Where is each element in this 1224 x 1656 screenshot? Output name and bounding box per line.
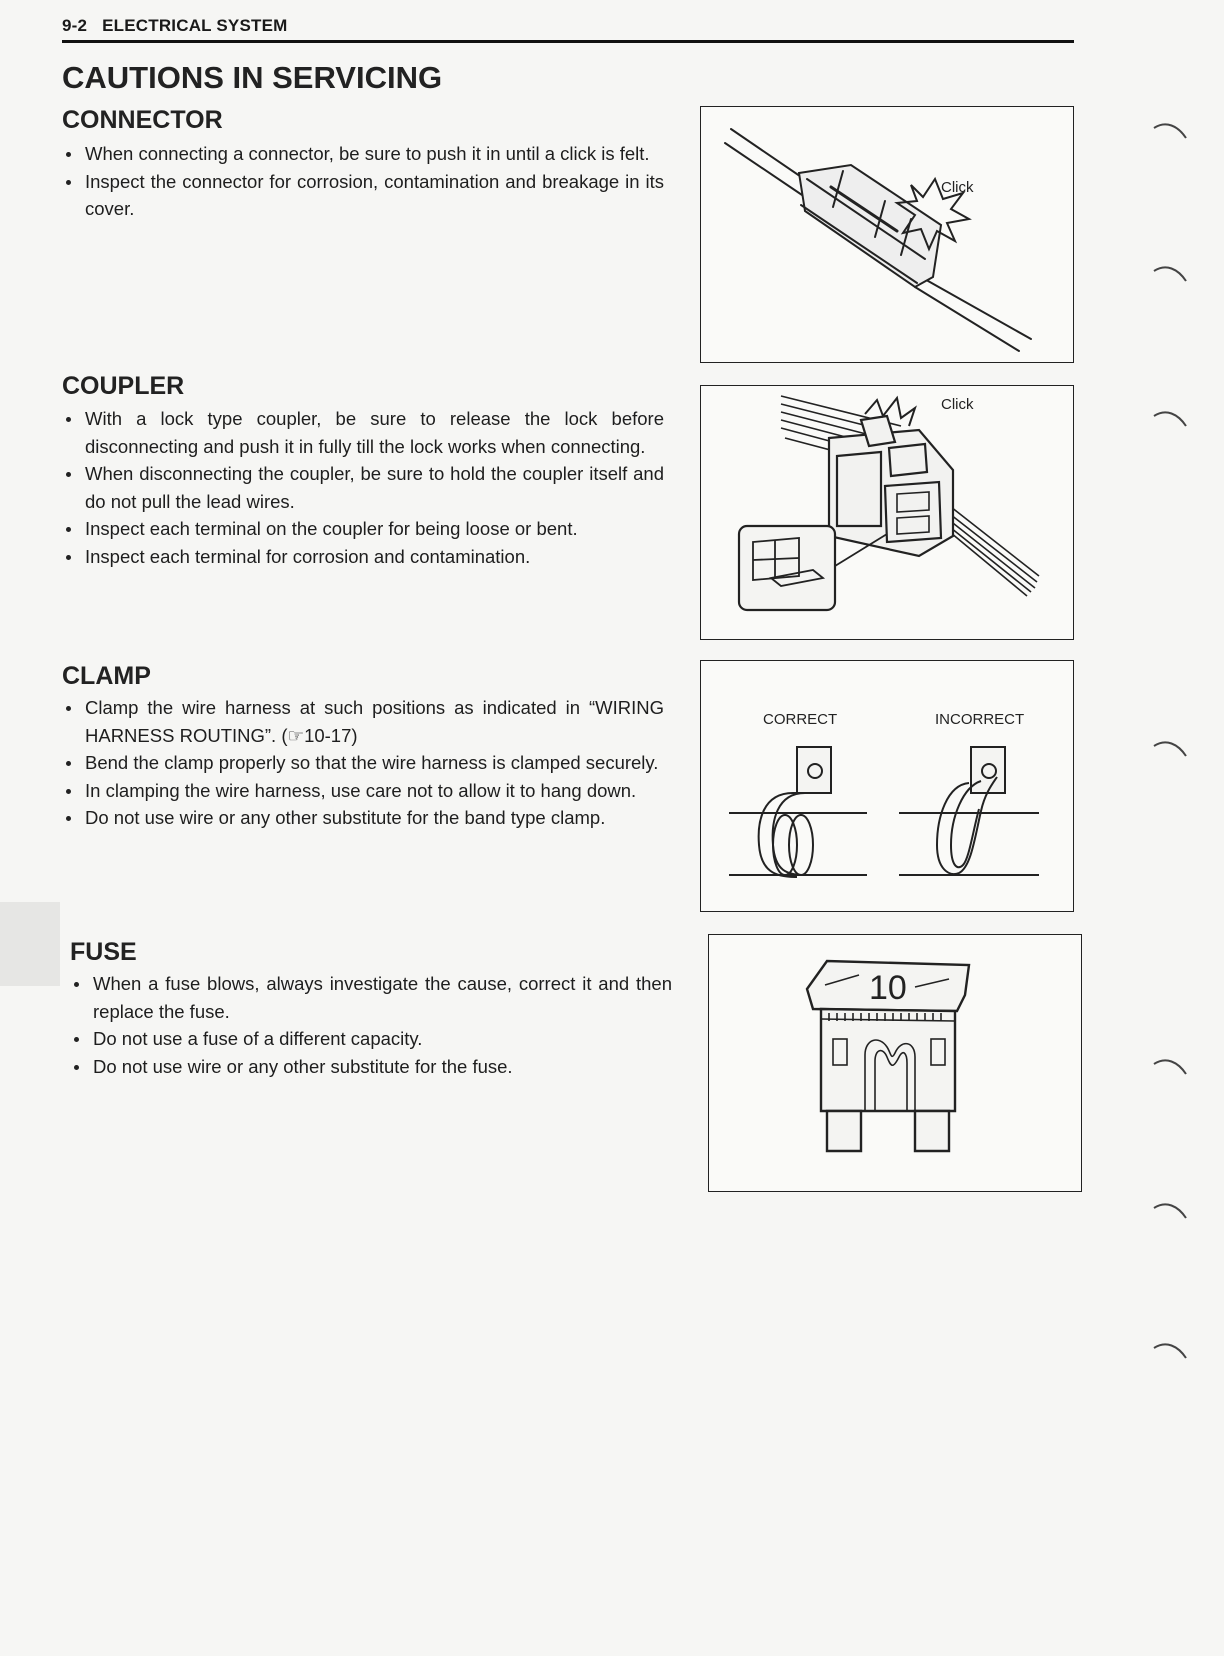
binding-hole-mark (1152, 1058, 1188, 1076)
coupler-heading: COUPLER (62, 372, 185, 400)
clamp-bullets (62, 694, 664, 832)
connector-click-label: Click (941, 179, 974, 196)
fuse-bullets (70, 970, 672, 1080)
binding-hole-mark (1152, 740, 1188, 758)
clamp-figure (700, 660, 1074, 912)
coupler-illustration (701, 386, 1073, 639)
binding-hole-mark (1152, 122, 1188, 140)
coupler-bullet: Inspect each terminal on the coupler for being loose or bent. (62, 515, 664, 543)
coupler-bullets (62, 405, 664, 570)
connector-illustration (701, 107, 1073, 362)
section-title: CAUTIONS IN SERVICING (62, 60, 443, 95)
clamp-heading: CLAMP (62, 662, 151, 690)
clamp-bullet: Clamp the wire harness at such positions as indicated in “WIRING HARNESS ROUTING”. (☞10-17) (62, 694, 664, 749)
chapter-thumb-tab (0, 902, 60, 986)
fuse-bullet: Do not use wire or any other substitute for the fuse. (70, 1053, 672, 1081)
coupler-click-label: Click (941, 396, 974, 413)
connector-bullets (62, 140, 664, 223)
binding-hole-mark (1152, 265, 1188, 283)
page-number: 9-2 (62, 16, 88, 35)
fuse-bullet: Do not use a fuse of a different capacity. (70, 1025, 672, 1053)
clamp-bullet: Do not use wire or any other substitute for the band type clamp. (62, 804, 664, 832)
page-header (62, 16, 1074, 44)
fuse-bullet: When a fuse blows, always investigate the cause, correct it and then replace the fuse. (70, 970, 672, 1025)
connector-bullet: Inspect the connector for corrosion, contamination and breakage in its cover. (62, 168, 664, 223)
coupler-bullet: Inspect each terminal for corrosion and contamination. (62, 543, 664, 571)
binding-hole-mark (1152, 410, 1188, 428)
binding-hole-mark (1152, 1342, 1188, 1360)
connector-bullet: When connecting a connector, be sure to push it in until a click is felt. (62, 140, 664, 168)
coupler-bullet: With a lock type coupler, be sure to release the lock before disconnecting and push it in fully till the lock works when connecting. (62, 405, 664, 460)
coupler-figure (700, 385, 1074, 640)
fuse-heading: FUSE (70, 938, 137, 966)
fuse-rating-text: 10 (869, 969, 907, 1007)
connector-heading: CONNECTOR (62, 106, 223, 134)
coupler-bullet: When disconnecting the coupler, be sure to hold the coupler itself and do not pull the lead wires. (62, 460, 664, 515)
clamp-correct-label: CORRECT (763, 711, 838, 728)
fuse-figure (708, 934, 1082, 1192)
header-text (62, 16, 288, 36)
binding-hole-mark (1152, 1202, 1188, 1220)
clamp-incorrect-label: INCORRECT (935, 711, 1025, 728)
clamp-illustration (701, 661, 1073, 911)
clamp-bullet: In clamping the wire harness, use care not to allow it to hang down. (62, 777, 664, 805)
fuse-illustration (709, 935, 1081, 1191)
clamp-bullet: Bend the clamp properly so that the wire harness is clamped securely. (62, 749, 664, 777)
header-rule (62, 40, 1074, 43)
connector-figure (700, 106, 1074, 363)
chapter-title: ELECTRICAL SYSTEM (102, 16, 288, 35)
